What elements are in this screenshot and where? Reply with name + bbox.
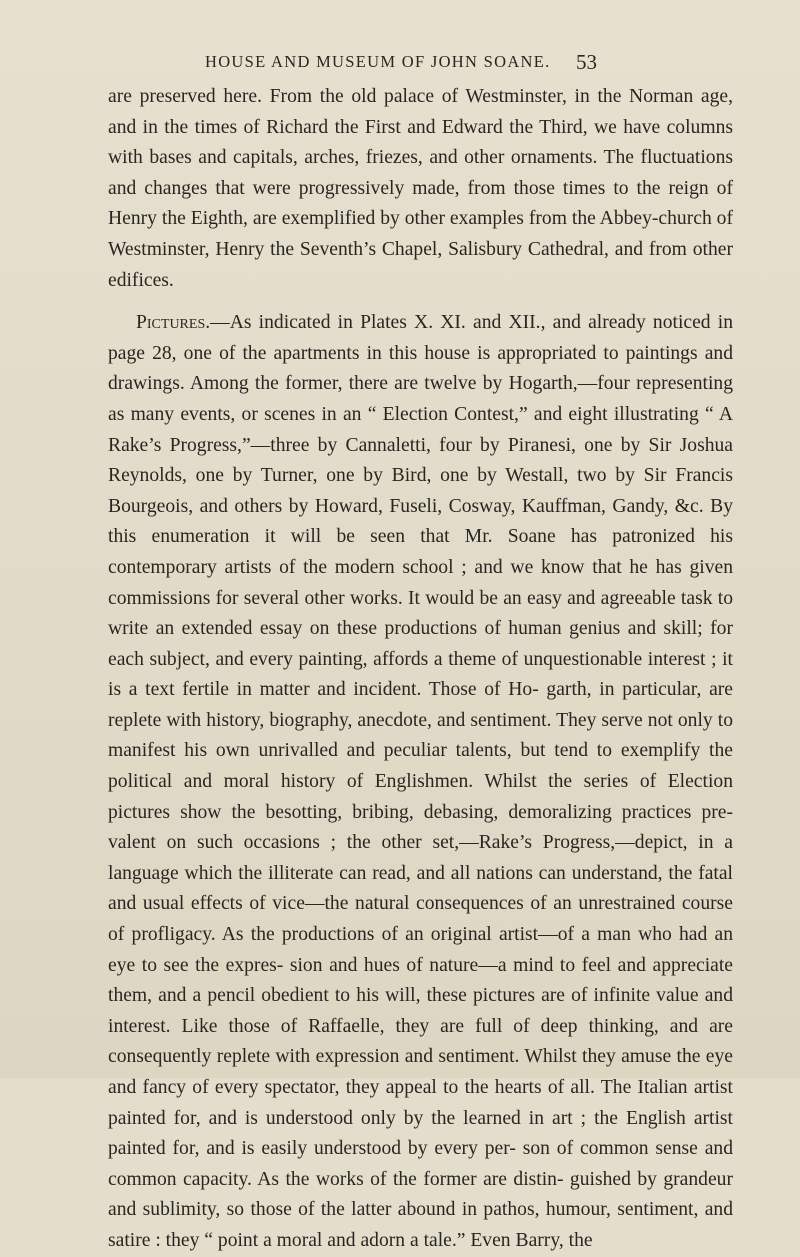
paragraph — [108, 308, 733, 1256]
paragraph-text: —As indicated in Plates X. XI. and XII., and already noticed in page 28, one of the apartments in this house is appropriated to paintings and drawings. Among the former, there are twelve by Hogarth,—four representing as many events, or scenes in an “ Election Contest,” and eight illustrating “ A Rake’s Progress,”—three by Cannaletti, four by Piranesi, one by Sir Joshua Reynolds, one by Turner, one by Bird, one by Westall, two by Sir Francis Bourgeois, and others by Howard, Fuseli, Cosway, Kauffman, Gandy, &c. By this enumeration it will be seen that Mr. Soane has patronized his contemporary artists of the modern school ; and we know that he has given commissions for several other works. It would be an easy and agreeable task to write an extended essay on these productions of human genius and skill; for each subject, and every painting, affords a theme of unquestionable interest ; it is a text fertile in matter and incident. Those of Ho- garth, in particular, are replete with history, biography, anecdote, and sentiment. They serve not only to manifest his own unrivalled and peculiar talents, but tend to exemplify the political and moral history of Englishmen. Whilst the series of Election pictures show the besotting, bribing, debasing, demoralizing practices pre- valent on such occasions ; the other set,—Rake’s Progress,—depict, in a language which the illiterate can read, and all nations can understand, the fatal and usual effects of vice—the natural consequences of an unrestrained course of profligacy. As the productions of an original artist—of a man who had an eye to see the expres- sion and hues of nature—a mind to feel and appreciate them, and a pencil obedient to his will, these pictures are of infinite value and interest. Like those of Raffaelle, they are full of deep thinking, and are consequently replete with expression and sentiment. Whilst they amuse the eye and fancy of every spectator, they appeal to the hearts of all. The Italian artist painted for, and is understood only by the learned in art ; the English artist painted for, and is easily understood by every per- son of common sense and common capacity. As the works of the former are distin- guished by grandeur and sublimity, so those of the latter abound in pathos, humour, sentiment, and satire : they “ point a moral and adorn a tale.” Even Barry, the — [108, 312, 733, 1251]
section-lead: Pictures. — [136, 312, 211, 334]
page-number: 53 — [576, 50, 597, 74]
body-text — [108, 82, 733, 1257]
running-head — [0, 52, 800, 76]
paragraph-text: are preserved here. From the old palace of Westminster, in the Norman age, and in the times of Richard the First and Edward the Third, we have columns with bases and capitals, arches, friezes, and other ornaments. The fluctuations and changes that were progressively made, from those times to the reign of Henry the Eighth, are exemplified by other examples from the Abbey-church of Westminster, Henry the Seventh’s Chapel, Salisbury Cathedral, and from other edifices. — [108, 86, 733, 291]
paragraph — [108, 82, 733, 296]
running-title: HOUSE AND MUSEUM OF JOHN SOANE. — [205, 52, 551, 71]
